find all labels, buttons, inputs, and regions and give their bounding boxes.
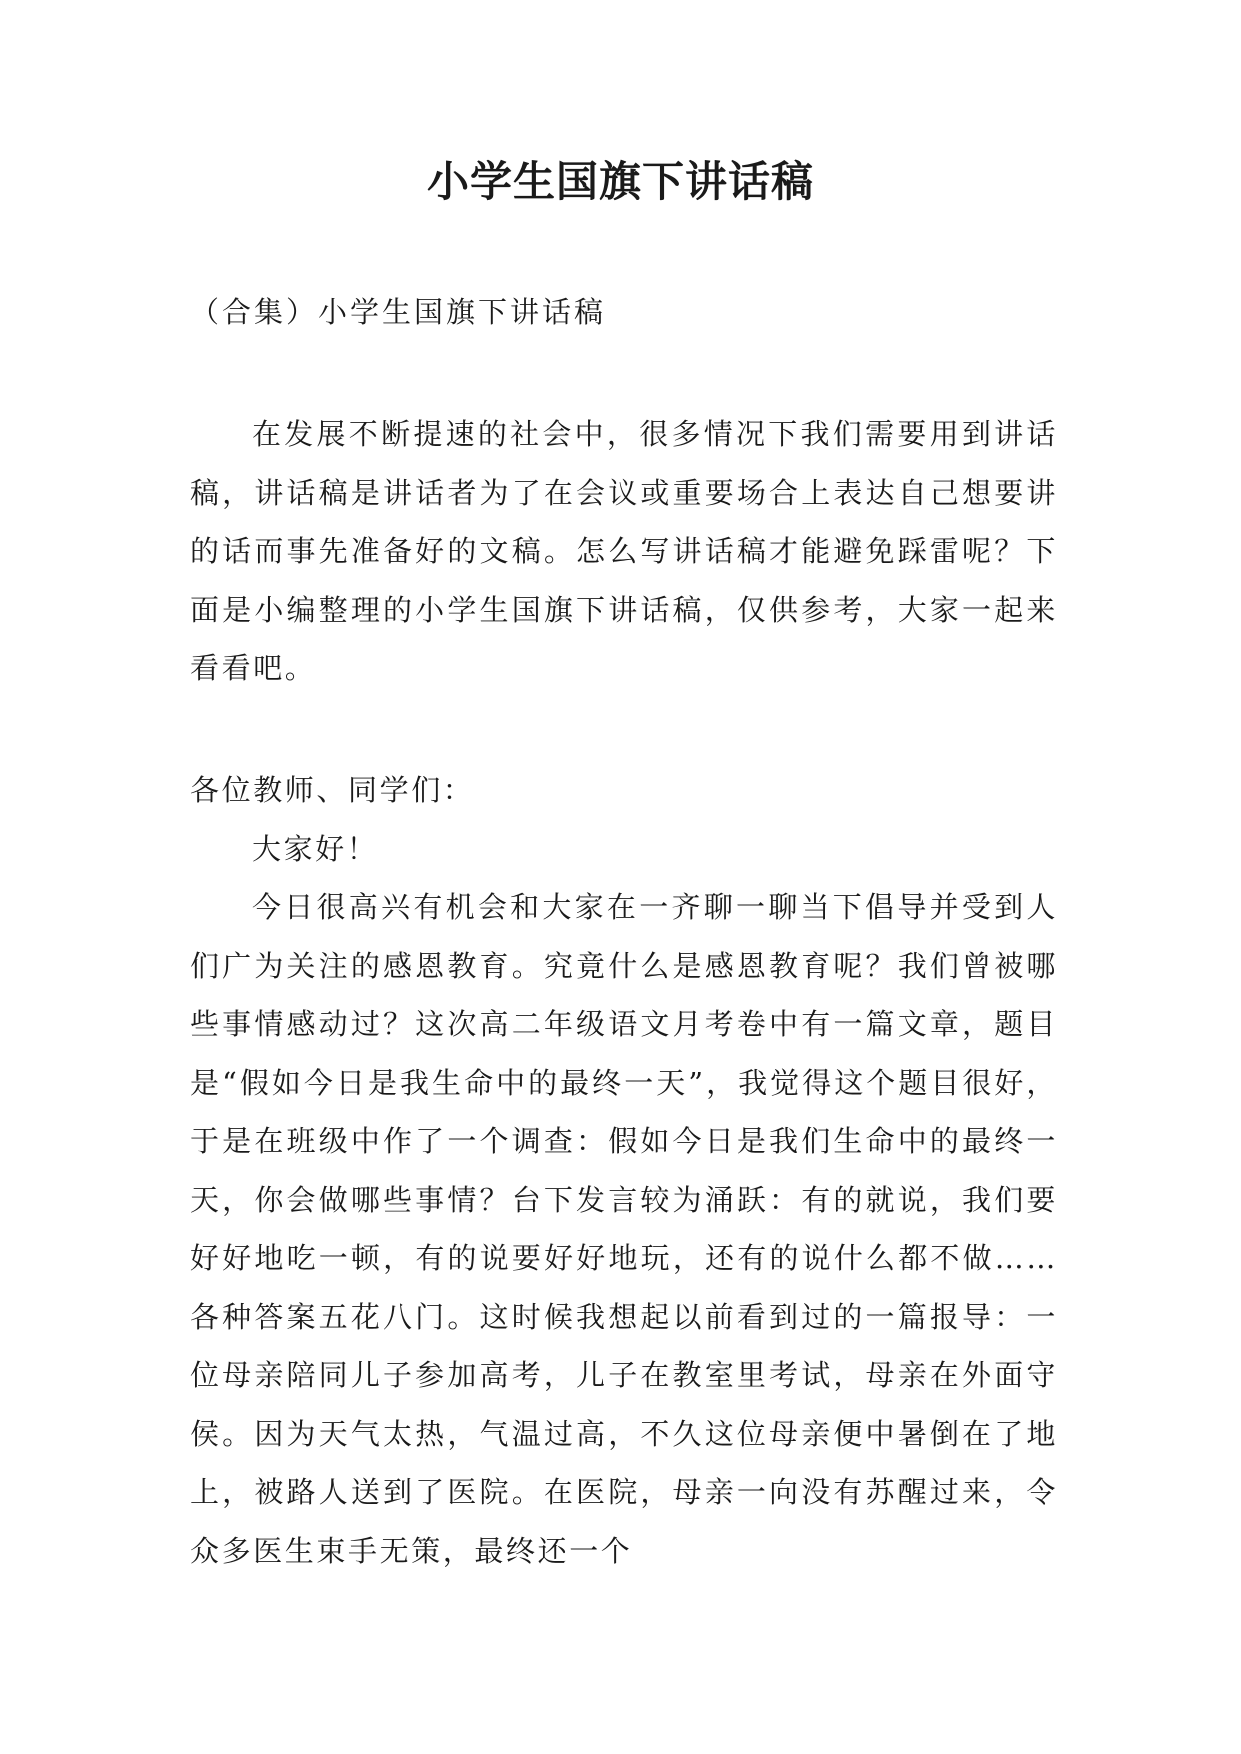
document-title: 小学生国旗下讲话稿	[426, 157, 814, 206]
salutation-line: 各位教师、同学们：	[190, 773, 475, 807]
main-paragraph: 今日很高兴有机会和大家在一齐聊一聊当下倡导并受到人们广为关注的感恩教育。究竟什么是感恩教育呢？我们曾被哪些事情感动过？这次高二年级语文月考卷中有一篇文章，题目是“假如今日是我生命中的最终一天”，我觉得这个题目很好，于是在班级中作了一个调查：假如今日是我们生命中的最终一天，你会做哪些事情？台下发言较为涌跃：有的就说，我们要好好地吃一顿，有的说要好好地玩，还有的说什么都不做……各种答案五花八门。这时候我想起以前看到过的一篇报导：一位母亲陪同儿子参加高考，儿子在教室里考试，母亲在外面守侯。因为天气太热，气温过高，不久这位母亲便中暑倒在了地上，被路人送到了医院。在医院，母亲一向没有苏醒过来，令众多医生束手无策，最终还一个	[190, 890, 1058, 1568]
intro-paragraph: 在发展不断提速的社会中，很多情况下我们需要用到讲话稿，讲话稿是讲话者为了在会议或重要场合上表达自己想要讲的话而事先准备好的文稿。怎么写讲话稿才能避免踩雷呢？下面是小编整理的小学生国旗下讲话稿，仅供参考，大家一起来看看吧。	[190, 417, 1058, 685]
greeting-line: 大家好！	[252, 832, 379, 866]
document-subtitle: （合集）小学生国旗下讲话稿	[190, 295, 607, 329]
